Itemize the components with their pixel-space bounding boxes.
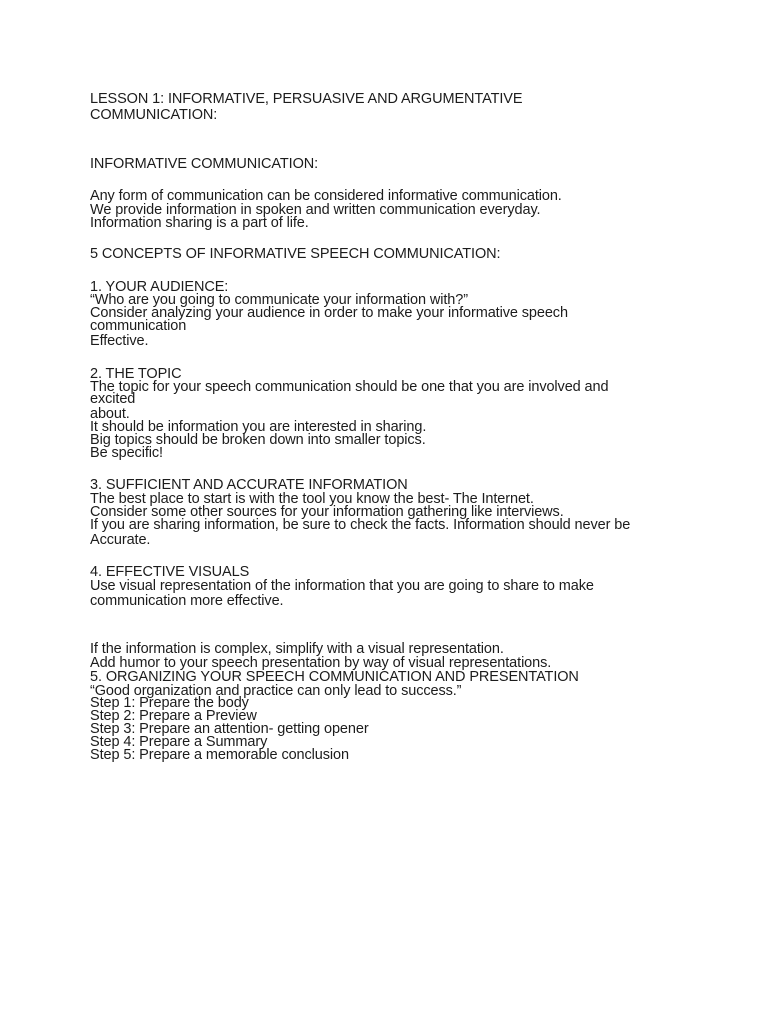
paragraph-line: We provide information in spoken and written communication everyday. xyxy=(90,202,541,218)
concept-heading-organizing: 5. ORGANIZING YOUR SPEECH COMMUNICATION AND PRESENTATION xyxy=(90,669,579,685)
paragraph-line: The best place to start is with the tool you know the best- The Internet. xyxy=(90,491,534,507)
paragraph-line: “Who are you going to communicate your information with?” xyxy=(90,292,468,308)
paragraph-line: Add humor to your speech presentation by way of visual representations. xyxy=(90,655,552,671)
step-item: Step 3: Prepare an attention- getting opener xyxy=(90,721,369,737)
concept-heading-audience: 1. YOUR AUDIENCE: xyxy=(90,279,229,295)
step-item: Step 2: Prepare a Preview xyxy=(90,708,257,724)
paragraph-line: about. xyxy=(90,406,130,422)
paragraph-line: Use visual representation of the information that you are going to share to make xyxy=(90,578,594,594)
step-item: Step 5: Prepare a memorable conclusion xyxy=(90,747,349,763)
paragraph-line: Big topics should be broken down into smaller topics. xyxy=(90,432,426,448)
paragraph-line: If the information is complex, simplify with a visual representation. xyxy=(90,641,504,657)
step-item: Step 1: Prepare the body xyxy=(90,695,249,711)
paragraph-line: Consider analyzing your audience in order to make your informative speech xyxy=(90,305,568,321)
paragraph-line: Information sharing is a part of life. xyxy=(90,215,309,231)
section-heading-informative: INFORMATIVE COMMUNICATION: xyxy=(90,156,319,172)
paragraph-line: Accurate. xyxy=(90,532,151,548)
quote-line: “Good organization and practice can only lead to success.” xyxy=(90,683,462,699)
paragraph-line: communication more effective. xyxy=(90,593,284,609)
paragraph-line: Any form of communication can be considered informative communication. xyxy=(90,188,562,204)
step-item: Step 4: Prepare a Summary xyxy=(90,734,268,750)
paragraph-line: If you are sharing information, be sure to check the facts. Information should never be xyxy=(90,517,631,533)
concept-heading-visuals: 4. EFFECTIVE VISUALS xyxy=(90,564,250,580)
lesson-title-line-2: COMMUNICATION: xyxy=(90,107,218,123)
paragraph-line: Effective. xyxy=(90,333,149,349)
paragraph-line: excited xyxy=(90,391,136,407)
paragraph-line: Consider some other sources for your information gathering like interviews. xyxy=(90,504,564,520)
paragraph-line: communication xyxy=(90,318,187,334)
paragraph-line: It should be information you are interested in sharing. xyxy=(90,419,427,435)
paragraph-line: The topic for your speech communication should be one that you are involved and xyxy=(90,379,609,395)
section-heading-concepts: 5 CONCEPTS OF INFORMATIVE SPEECH COMMUNICATION: xyxy=(90,246,501,262)
concept-heading-topic: 2. THE TOPIC xyxy=(90,366,182,382)
concept-heading-information: 3. SUFFICIENT AND ACCURATE INFORMATION xyxy=(90,477,408,493)
paragraph-line: Be specific! xyxy=(90,445,163,461)
lesson-title-line-1: LESSON 1: INFORMATIVE, PERSUASIVE AND ARGUMENTATIVE xyxy=(90,91,523,107)
